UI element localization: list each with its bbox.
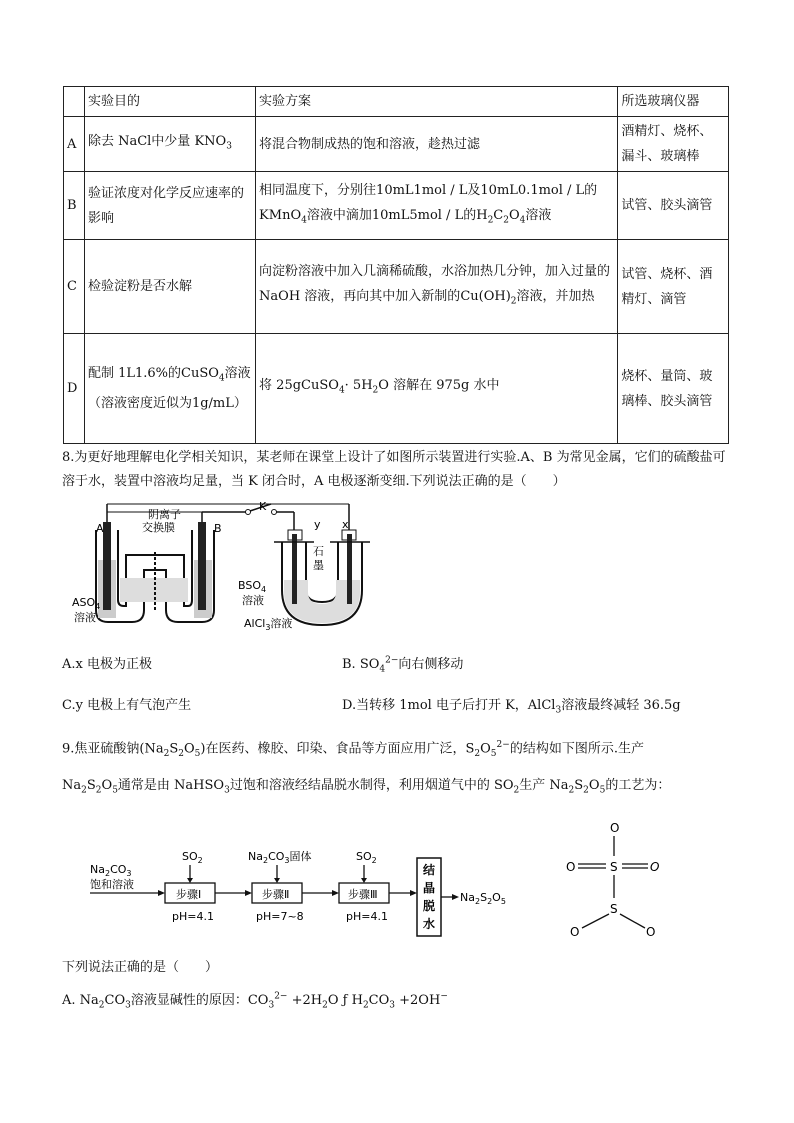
label-graphite-2: 墨	[313, 559, 324, 572]
s2o5-structure-figure	[560, 818, 670, 943]
row-purpose: 除去 NaCl中少量 $KNO_3$	[84, 117, 255, 172]
row-purpose: 配制 1L1.6%的CuSO$_4$溶液（溶液密度近似为1g/mL）	[84, 334, 255, 444]
row-label: D	[64, 334, 85, 444]
label-A: A	[96, 522, 104, 535]
question-8-text: 8.为更好地理解电化学相关知识，某老师在课堂上设计了如图所示装置进行实验.A、B 为常见金属，它们的硫酸盐可溶于水，装置中溶液均足量，当 K 闭合时，A 电极逐渐变细.下列说法正确的是（ ）	[62, 450, 726, 489]
label-alcl3: AlCl$_3$溶液	[244, 617, 293, 632]
label-bso4-solution: 溶液	[242, 594, 264, 607]
q9-option-a[interactable]: A. $Na_2CO_3$溶液显碱性的原因：$CO_3^{2-} +2H_2O$ ƒ $H_2CO_3 +2OH^-$	[62, 991, 448, 1011]
cryst-char: 结	[423, 863, 436, 877]
question-9-line-2: $Na_2S_2O_5$通常是由 NaHSO$_3$过饱和溶液经结晶脱水制得，利用烟道气中的 $SO_2$生产 $Na_2S_2O_5$的工艺为：	[62, 778, 671, 796]
label-B: B	[214, 522, 222, 535]
label-K: K	[259, 500, 267, 513]
cryst-char: 水	[423, 917, 436, 931]
table-header-cell: 实验方案	[256, 87, 618, 117]
flow-input: $Na_2CO_3$	[90, 863, 132, 878]
row-tools: 酒精灯、烧杯、漏斗、玻璃棒	[618, 117, 729, 172]
label-bso4: $BSO_4$	[238, 579, 267, 594]
table-header-row	[64, 87, 729, 117]
row-plan: 向淀粉溶液中加入几滴稀硫酸，水浴加热几分钟，加入过量的 NaOH 溶液，再向其中加入新制的$Cu(OH)_2$溶液，并加热	[256, 240, 618, 334]
table-header-cell: 所选玻璃仪器	[618, 87, 729, 117]
row-label: B	[64, 172, 85, 240]
step-1-ph: pH=4.1	[172, 910, 214, 923]
electrochem-apparatus-figure	[66, 500, 386, 635]
step-2-ph: pH=7~8	[256, 910, 304, 923]
q8-option-b[interactable]: B. $SO_4^{2-}$向右侧移动	[342, 655, 464, 675]
label-membrane-2: 交换膜	[142, 521, 175, 534]
label-x: x	[342, 518, 349, 531]
cryst-char: 晶	[423, 881, 436, 895]
flow-input-solution: 饱和溶液	[90, 878, 134, 891]
cryst-char: 脱	[423, 899, 436, 913]
row-plan: 将混合物制成热的饱和溶液，趁热过滤	[256, 117, 618, 172]
na2co3-solid: $Na_2CO_3$固体	[248, 850, 312, 865]
atom-o-bl: O	[570, 925, 580, 939]
table-row	[64, 240, 729, 334]
so2-1: $SO_2$	[182, 850, 203, 865]
table-row	[64, 334, 729, 444]
row-tools: 烧杯、量筒、玻璃棒、胶头滴管	[618, 334, 729, 444]
label-aso4: $ASO_4$	[72, 596, 101, 611]
atom-o-top: O	[610, 821, 620, 835]
table-header-cell	[64, 87, 85, 117]
table-header-cell: 实验目的	[84, 87, 255, 117]
step-2-label: 步骤Ⅱ	[262, 888, 290, 901]
flow-output: $Na_2S_2O_5$	[460, 891, 506, 906]
atom-o-br: O	[646, 925, 656, 939]
label-aso4-solution: 溶液	[74, 611, 96, 624]
process-flow-figure	[90, 848, 530, 938]
label-graphite: 石	[313, 545, 324, 558]
row-purpose: 检验淀粉是否水解	[84, 240, 255, 334]
row-purpose: 验证浓度对化学反应速率的影响	[84, 172, 255, 240]
q8-option-c[interactable]: C.y 电极上有气泡产生	[62, 698, 192, 713]
table-row	[64, 117, 729, 172]
label-y: y	[314, 518, 321, 531]
row-label: C	[64, 240, 85, 334]
step-3-ph: pH=4.1	[346, 910, 388, 923]
step-1-label: 步骤Ⅰ	[176, 888, 202, 901]
question-9-line-1: 9.焦亚硫酸钠$(Na_2S_2O_5)$在医药、橡胶、印染、食品等方面应用广泛，$S_2O_5^{2-}$的结构如下图所示.生产	[62, 740, 644, 759]
q8-option-a[interactable]: A.x 电极为正极	[62, 657, 152, 672]
label-membrane: 阴离子	[148, 508, 181, 521]
q8-option-d[interactable]: D.当转移 1mol 电子后打开 K，AlCl$_3$溶液最终减轻 36.5g	[342, 698, 681, 716]
table-row	[64, 172, 729, 240]
atom-s-1: S	[610, 860, 618, 874]
atom-s-2: S	[610, 902, 618, 916]
atom-o-left: O	[566, 860, 576, 874]
row-label: A	[64, 117, 85, 172]
experiment-table	[63, 86, 729, 444]
row-tools: 试管、烧杯、酒精灯、滴管	[618, 240, 729, 334]
row-plan: 将 25gCuSO$_4$· $5H_2O$ 溶解在 975g 水中	[256, 334, 618, 444]
atom-o-right: O	[650, 860, 660, 874]
so2-2: $SO_2$	[356, 850, 377, 865]
step-3-label: 步骤Ⅲ	[348, 888, 378, 901]
q9-ask: 下列说法正确的是（ ）	[62, 960, 219, 975]
row-tools: 试管、胶头滴管	[618, 172, 729, 240]
row-plan: 相同温度下，分别往10mL1mol / L及10mL0.1mol / L的 KMnO$_4$溶液中滴加10mL5mol / L的$H_2C_2O_4$溶液	[256, 172, 618, 240]
